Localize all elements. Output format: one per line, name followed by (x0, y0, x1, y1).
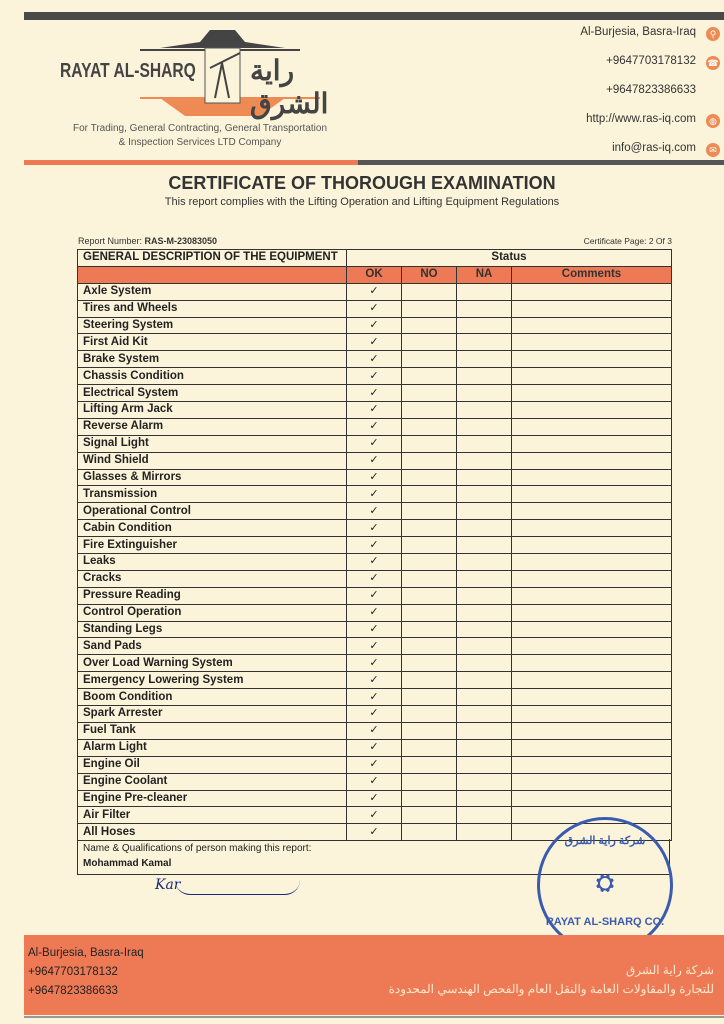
stamp-text-top: شركة راية الشرق (564, 835, 646, 847)
na-cell (457, 739, 512, 756)
no-cell (402, 520, 457, 537)
comments-cell (512, 469, 672, 486)
brand-name-ar: راية الشرق (250, 55, 329, 119)
na-cell (457, 773, 512, 790)
no-cell (402, 317, 457, 334)
table-row (78, 435, 672, 452)
no-cell (402, 554, 457, 571)
ok-check: ✓ (347, 469, 402, 486)
tagline-line-2: & Inspection Services LTD Company (118, 137, 282, 148)
equipment-item: Alarm Light (78, 739, 347, 756)
ok-check: ✓ (347, 807, 402, 824)
no-cell (402, 604, 457, 621)
table-row (78, 790, 672, 807)
table-row (78, 452, 672, 469)
na-cell (457, 402, 512, 419)
comments-cell (512, 706, 672, 723)
equipment-item: Sand Pads (78, 638, 347, 655)
na-cell (457, 368, 512, 385)
comments-cell (512, 621, 672, 638)
col-no: NO (402, 266, 457, 283)
comments-cell (512, 385, 672, 402)
ok-check: ✓ (347, 503, 402, 520)
na-cell (457, 570, 512, 587)
table-row (78, 418, 672, 435)
col-ok: OK (347, 266, 402, 283)
ok-check: ✓ (347, 638, 402, 655)
no-cell (402, 402, 457, 419)
no-cell (402, 773, 457, 790)
table-row (78, 604, 672, 621)
table-row (78, 655, 672, 672)
na-cell (457, 520, 512, 537)
comments-cell (512, 435, 672, 452)
ok-check: ✓ (347, 486, 402, 503)
ok-check: ✓ (347, 655, 402, 672)
comments-cell (512, 672, 672, 689)
equipment-item: Cabin Condition (78, 520, 347, 537)
na-cell (457, 486, 512, 503)
no-cell (402, 756, 457, 773)
comments-cell (512, 570, 672, 587)
equipment-item: Signal Light (78, 435, 347, 452)
equipment-item: Chassis Condition (78, 368, 347, 385)
na-cell (457, 418, 512, 435)
na-cell (457, 469, 512, 486)
desc-subheader (78, 266, 347, 283)
ok-check: ✓ (347, 739, 402, 756)
no-cell (402, 469, 457, 486)
inspector-label: Name & Qualifications of person making this report: (83, 843, 312, 854)
equipment-item: Tires and Wheels (78, 300, 347, 317)
ok-check: ✓ (347, 756, 402, 773)
no-cell (402, 689, 457, 706)
equipment-item: Fire Extinguisher (78, 537, 347, 554)
no-cell (402, 722, 457, 739)
comments-cell (512, 452, 672, 469)
na-cell (457, 587, 512, 604)
na-cell (457, 435, 512, 452)
ok-check: ✓ (347, 689, 402, 706)
no-cell (402, 283, 457, 300)
stamp-emblem-icon: ⛭ (596, 870, 614, 895)
equipment-item: Engine Pre-cleaner (78, 790, 347, 807)
comments-cell (512, 520, 672, 537)
separator-dark (358, 160, 724, 165)
col-comments: Comments (512, 266, 672, 283)
equipment-item: Electrical System (78, 385, 347, 402)
equipment-item: Transmission (78, 486, 347, 503)
table-row (78, 300, 672, 317)
ok-check: ✓ (347, 554, 402, 571)
ok-check: ✓ (347, 368, 402, 385)
comments-cell (512, 587, 672, 604)
comments-cell (512, 773, 672, 790)
inspector-name: Mohammad Kamal (83, 858, 172, 869)
ok-check: ✓ (347, 587, 402, 604)
table-row (78, 756, 672, 773)
na-cell (457, 706, 512, 723)
footer (24, 935, 724, 1015)
ok-check: ✓ (347, 790, 402, 807)
page-subtitle: This report complies with the Lifting Operation and Lifting Equipment Regulations (164, 196, 560, 208)
no-cell (402, 537, 457, 554)
comments-cell (512, 418, 672, 435)
na-cell (457, 503, 512, 520)
ok-check: ✓ (347, 283, 402, 300)
equipment-item: Standing Legs (78, 621, 347, 638)
table-row (78, 469, 672, 486)
comments-cell (512, 655, 672, 672)
table-row (78, 638, 672, 655)
equipment-item: Brake System (78, 351, 347, 368)
comments-cell (512, 756, 672, 773)
no-cell (402, 807, 457, 824)
certificate-page-number: Certificate Page: 2 Of 3 (583, 236, 672, 246)
top-bar (24, 12, 724, 20)
ok-check: ✓ (347, 722, 402, 739)
table-row (78, 520, 672, 537)
ok-check: ✓ (347, 300, 402, 317)
phone-icon: ☎ (707, 58, 719, 68)
company-stamp (537, 817, 673, 953)
stamp-text-bottom: RAYAT AL-SHARQ CO. (545, 916, 665, 928)
table-row (78, 385, 672, 402)
table-row (78, 503, 672, 520)
equipment-item: Over Load Warning System (78, 655, 347, 672)
web-icon: ◍ (706, 114, 720, 128)
ok-check: ✓ (347, 570, 402, 587)
no-cell (402, 368, 457, 385)
na-cell (457, 452, 512, 469)
na-cell (457, 689, 512, 706)
na-cell (457, 672, 512, 689)
table-row (78, 587, 672, 604)
comments-cell (512, 334, 672, 351)
report-number-value: RAS-M-23083050 (144, 236, 218, 246)
company-logo (60, 28, 360, 118)
footer-arabic-name: شركة راية الشرق (625, 963, 714, 977)
table-row (78, 672, 672, 689)
table-row (78, 317, 672, 334)
signature: Kar (155, 877, 181, 893)
na-cell (457, 655, 512, 672)
equipment-item: Steering System (78, 317, 347, 334)
table-row (78, 706, 672, 723)
location-icon: ⚲ (706, 27, 720, 41)
equipment-item: Wind Shield (78, 452, 347, 469)
status-header: Status (347, 250, 672, 267)
table-row (78, 486, 672, 503)
ok-check: ✓ (347, 621, 402, 638)
contact-line: +9647823386633 (606, 84, 696, 96)
equipment-item: Axle System (78, 283, 347, 300)
comments-cell (512, 283, 672, 300)
no-cell (402, 334, 457, 351)
no-cell (402, 621, 457, 638)
no-cell (402, 739, 457, 756)
ok-check: ✓ (347, 351, 402, 368)
no-cell (402, 587, 457, 604)
na-cell (457, 722, 512, 739)
na-cell (457, 554, 512, 571)
table-row (78, 283, 672, 300)
comments-cell (512, 790, 672, 807)
na-cell (457, 604, 512, 621)
no-cell (402, 570, 457, 587)
no-cell (402, 638, 457, 655)
ok-check: ✓ (347, 773, 402, 790)
ok-check: ✓ (347, 334, 402, 351)
table-row (78, 570, 672, 587)
comments-cell (512, 503, 672, 520)
ok-check: ✓ (347, 604, 402, 621)
signature-stroke (175, 880, 300, 895)
company-tagline (30, 122, 370, 150)
table-row (78, 402, 672, 419)
no-cell (402, 672, 457, 689)
no-cell (402, 385, 457, 402)
no-cell (402, 418, 457, 435)
na-cell (457, 790, 512, 807)
footer-address: Al-Burjesia, Basra-Iraq (28, 947, 144, 959)
comments-cell (512, 554, 672, 571)
footer-phone-1: +9647703178132 (28, 966, 118, 978)
equipment-item: Boom Condition (78, 689, 347, 706)
desc-header: GENERAL DESCRIPTION OF THE EQUIPMENT (78, 250, 347, 267)
table-row (78, 334, 672, 351)
no-cell (402, 351, 457, 368)
table-row (78, 689, 672, 706)
ok-check: ✓ (347, 435, 402, 452)
table-row (78, 739, 672, 756)
equipment-item: Glasses & Mirrors (78, 469, 347, 486)
comments-cell (512, 722, 672, 739)
ok-check: ✓ (347, 706, 402, 723)
equipment-item: Spark Arrester (78, 706, 347, 723)
table-row (78, 537, 672, 554)
na-cell (457, 621, 512, 638)
na-cell (457, 334, 512, 351)
no-cell (402, 790, 457, 807)
equipment-item: Engine Coolant (78, 773, 347, 790)
no-cell (402, 452, 457, 469)
table-row (78, 621, 672, 638)
comments-cell (512, 486, 672, 503)
na-cell (457, 317, 512, 334)
comments-cell (512, 317, 672, 334)
equipment-table (77, 249, 672, 841)
na-cell (457, 283, 512, 300)
separator-orange (24, 160, 358, 165)
bottom-line (24, 1016, 724, 1018)
comments-cell (512, 638, 672, 655)
contact-line: http://www.ras-iq.com (586, 113, 696, 125)
table-row (78, 368, 672, 385)
ok-check: ✓ (347, 452, 402, 469)
ok-check: ✓ (347, 537, 402, 554)
equipment-item: Operational Control (78, 503, 347, 520)
equipment-item: First Aid Kit (78, 334, 347, 351)
equipment-item: Pressure Reading (78, 587, 347, 604)
equipment-item: Engine Oil (78, 756, 347, 773)
contact-line: info@ras-iq.com (612, 142, 696, 154)
contact-line: +9647703178132 (606, 55, 696, 67)
report-number-label: Report Number: (78, 236, 145, 246)
na-cell (457, 385, 512, 402)
table-row (78, 773, 672, 790)
email-icon: ✉ (706, 143, 720, 157)
footer-phone-2: +9647823386633 (28, 985, 118, 997)
comments-cell (512, 300, 672, 317)
comments-cell (512, 604, 672, 621)
table-row (78, 722, 672, 739)
no-cell (402, 655, 457, 672)
equipment-item: Lifting Arm Jack (78, 402, 347, 419)
contact-line: Al-Burjesia, Basra-Iraq (580, 26, 696, 38)
comments-cell (512, 689, 672, 706)
equipment-item: Air Filter (78, 807, 347, 824)
comments-cell (512, 402, 672, 419)
na-cell (457, 807, 512, 824)
table-row (78, 351, 672, 368)
footer-arabic-desc: للتجارة والمقاولات العامة والنقل العام والفحص الهندسي المحدودة (388, 982, 714, 996)
comments-cell (512, 537, 672, 554)
no-cell (402, 435, 457, 452)
ok-check: ✓ (347, 385, 402, 402)
ok-check: ✓ (347, 418, 402, 435)
na-cell (457, 351, 512, 368)
ok-check: ✓ (347, 317, 402, 334)
page-title: CERTIFICATE OF THOROUGH EXAMINATION (168, 173, 556, 193)
equipment-item: All Hoses (78, 824, 347, 841)
equipment-item: Control Operation (78, 604, 347, 621)
equipment-item: Emergency Lowering System (78, 672, 347, 689)
na-cell (457, 756, 512, 773)
na-cell (457, 638, 512, 655)
comments-cell (512, 739, 672, 756)
table-row (78, 554, 672, 571)
equipment-item: Leaks (78, 554, 347, 571)
equipment-item: Fuel Tank (78, 722, 347, 739)
col-na: NA (457, 266, 512, 283)
na-cell (457, 300, 512, 317)
no-cell (402, 503, 457, 520)
equipment-item: Cracks (78, 570, 347, 587)
comments-cell (512, 351, 672, 368)
ok-check: ✓ (347, 672, 402, 689)
no-cell (402, 300, 457, 317)
equipment-item: Reverse Alarm (78, 418, 347, 435)
brand-name-en: RAYAT AL-SHARQ (60, 60, 196, 82)
ok-check: ✓ (347, 520, 402, 537)
report-number (78, 236, 217, 246)
ok-check: ✓ (347, 402, 402, 419)
ok-check: ✓ (347, 824, 402, 841)
na-cell (457, 537, 512, 554)
tagline-line-1: For Trading, General Contracting, General Transportation (72, 123, 328, 134)
no-cell (402, 706, 457, 723)
comments-cell (512, 368, 672, 385)
no-cell (402, 486, 457, 503)
